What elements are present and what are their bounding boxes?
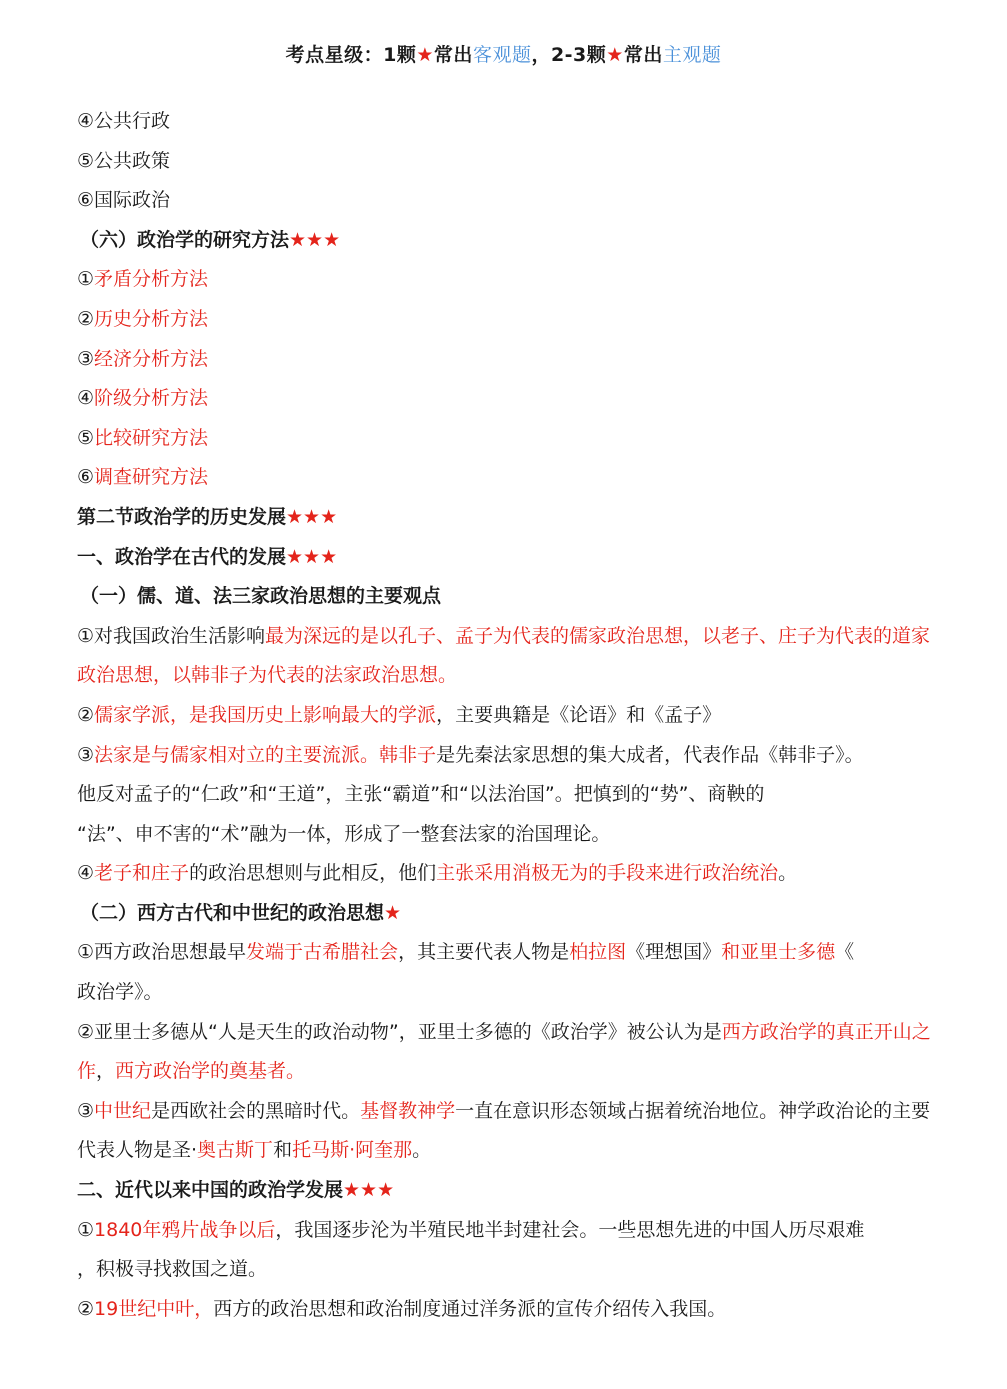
highlight-span: 主张采用消极无为的手段来进行政治统治	[436, 862, 779, 885]
header-mid-2: 常出	[623, 44, 663, 66]
header-mid-1: 常出	[433, 44, 473, 66]
highlight-span: 1840年鸦片战争以后	[94, 1218, 276, 1241]
part-title: 二、近代以来中国的政治学发展	[77, 1179, 344, 1202]
method-text: 比较研究方法	[94, 426, 209, 449]
header-prefix: 考点星级：1颗	[285, 44, 417, 66]
text-span: ，我国逐步沦为半殖民地半封建社会。一些思想先进的中国人历尽艰难	[275, 1218, 865, 1241]
method-item	[77, 300, 933, 340]
highlight-span: 西方政治学的奠基者。	[115, 1060, 306, 1083]
method-text: 阶级分析方法	[94, 387, 209, 410]
section-heading	[77, 221, 933, 261]
header-objective: 客观题	[472, 44, 532, 66]
text-span: 西方的政治思想和政治制度通过洋务派的宣传介绍传入我国。	[213, 1297, 727, 1320]
highlight-span: 中世纪	[94, 1099, 152, 1122]
item-number: ①	[77, 268, 95, 291]
paragraph	[77, 933, 933, 1012]
method-text: 矛盾分析方法	[94, 268, 209, 291]
paragraph-line	[77, 1092, 933, 1171]
chapter-title: 第二节政治学的历史发展	[77, 505, 287, 528]
star-rating-icon: ★	[384, 901, 402, 924]
highlight-span: 和亚里士多德	[721, 941, 836, 964]
paragraph	[77, 1092, 933, 1171]
text-span: ①	[77, 1218, 95, 1241]
paragraph	[77, 696, 933, 736]
item-number: ⑤	[77, 426, 95, 449]
paragraph	[77, 1290, 933, 1330]
text-span: ③	[77, 743, 95, 766]
highlight-span: 基督教神学	[360, 1099, 456, 1122]
part-title: 一、政治学在古代的发展	[77, 545, 287, 568]
subsection-title: （一）儒、道、法三家政治思想的主要观点	[80, 585, 442, 608]
paragraph	[77, 736, 933, 855]
method-item	[77, 340, 933, 380]
highlight-span: 奥古斯丁	[197, 1139, 274, 1162]
text-span: ②	[77, 1297, 95, 1320]
item-number: ④	[77, 387, 95, 410]
text-span: ①对我国政治生活影响	[77, 624, 266, 647]
subsection-heading	[77, 577, 933, 617]
method-item	[77, 419, 933, 459]
header-sep: ，2-3颗	[531, 44, 607, 66]
section-title: （六）政治学的研究方法	[80, 228, 290, 251]
paragraph-line: ，积极寻找救国之道。	[77, 1258, 268, 1281]
paragraph-line: 他反对孟子的“仁政”和“王道”，主张“霸道”和“以法治国”。把慎到的“势”、商鞅的	[77, 783, 765, 806]
list-item: ⑥国际政治	[77, 189, 171, 212]
page-header	[0, 40, 1007, 67]
subsection-title: （二）西方古代和中世纪的政治思想	[80, 901, 385, 924]
list-item: ④公共行政	[77, 110, 171, 132]
text-span: ②	[77, 703, 95, 726]
paragraph-line	[77, 1211, 933, 1251]
method-text: 调查研究方法	[94, 466, 209, 489]
text-span: 。	[412, 1139, 432, 1162]
document-body	[77, 102, 933, 1329]
paragraph-line	[77, 933, 933, 973]
text-span: 的政治思想则与此相反，他们	[189, 862, 437, 885]
star-rating-icon: ★★★	[286, 545, 338, 568]
text-span: 一直在意识形态领域占据着统治地位。神学政治论的主要代表人物是圣·	[77, 1099, 931, 1162]
item-number: ⑥	[77, 466, 95, 489]
paragraph-line	[77, 1013, 933, 1092]
text-span: 《理想国》	[626, 941, 722, 964]
paragraph	[77, 1211, 933, 1290]
method-text: 经济分析方法	[94, 347, 209, 370]
text-span: ，其主要代表人物是	[398, 941, 570, 964]
highlight-span: 19世纪中叶，	[94, 1297, 214, 1320]
paragraph	[77, 1013, 933, 1092]
star-icon: ★	[416, 44, 434, 66]
highlight-span: 老子和庄子	[94, 862, 190, 885]
text-span: 《	[835, 941, 855, 964]
subsection-heading	[77, 894, 933, 934]
text-span: ，主要典籍是《论语》和《孟子》	[436, 703, 722, 726]
star-rating-icon: ★★★	[286, 505, 338, 528]
item-number: ②	[77, 307, 95, 330]
paragraph-line	[77, 736, 933, 776]
highlight-span: 发端于古希腊社会	[246, 941, 399, 964]
text-span: ，	[96, 1060, 116, 1083]
text-span: 和	[273, 1139, 293, 1162]
highlight-span: 西方政治学的真正开山之作	[77, 1020, 931, 1083]
highlight-span: 最为深远的是以孔子、孟子为代表的儒家政治思想，以老子、庄子为代表的道家政治思想，以韩非子为代表的法家政治思想。	[77, 624, 931, 687]
paragraph-line: 政治学》。	[77, 981, 163, 1004]
chapter-heading	[77, 498, 933, 538]
part-heading	[77, 1171, 933, 1211]
paragraph	[77, 617, 933, 696]
method-item	[77, 260, 933, 300]
star-rating-icon: ★★★	[289, 228, 341, 251]
text-span: ④	[77, 862, 95, 885]
paragraph	[77, 854, 933, 894]
text-span: ①西方政治思想最早	[77, 941, 247, 964]
text-span: 是西欧社会的黑暗时代。	[151, 1099, 361, 1122]
text-span: 。	[778, 862, 798, 885]
header-subjective: 主观题	[662, 44, 722, 66]
highlight-span: 儒家学派，是我国历史上影响最大的学派	[94, 703, 437, 726]
text-span: 是先秦法家思想的集大成者，代表作品《韩非子》。	[436, 743, 864, 766]
text-span: ②亚里士多德从“人是天生的政治动物”，亚里士多德的《政治学》被公认为是	[77, 1020, 722, 1043]
highlight-span: 托马斯·阿奎那	[292, 1139, 413, 1162]
paragraph-line: “法”、申不害的“术”融为一体，形成了一整套法家的治国理论。	[77, 822, 611, 845]
method-item	[77, 379, 933, 419]
item-number: ③	[77, 347, 95, 370]
method-text: 历史分析方法	[94, 307, 209, 330]
highlight-span: 柏拉图	[569, 941, 627, 964]
highlight-span: 法家是与儒家相对立的主要流派。韩非子	[94, 743, 437, 766]
list-item: ⑤公共政策	[77, 149, 171, 172]
method-item	[77, 458, 933, 498]
star-rating-icon: ★★★	[343, 1179, 395, 1202]
text-span: ③	[77, 1099, 95, 1122]
star-icon: ★	[606, 44, 624, 66]
part-heading	[77, 538, 933, 578]
